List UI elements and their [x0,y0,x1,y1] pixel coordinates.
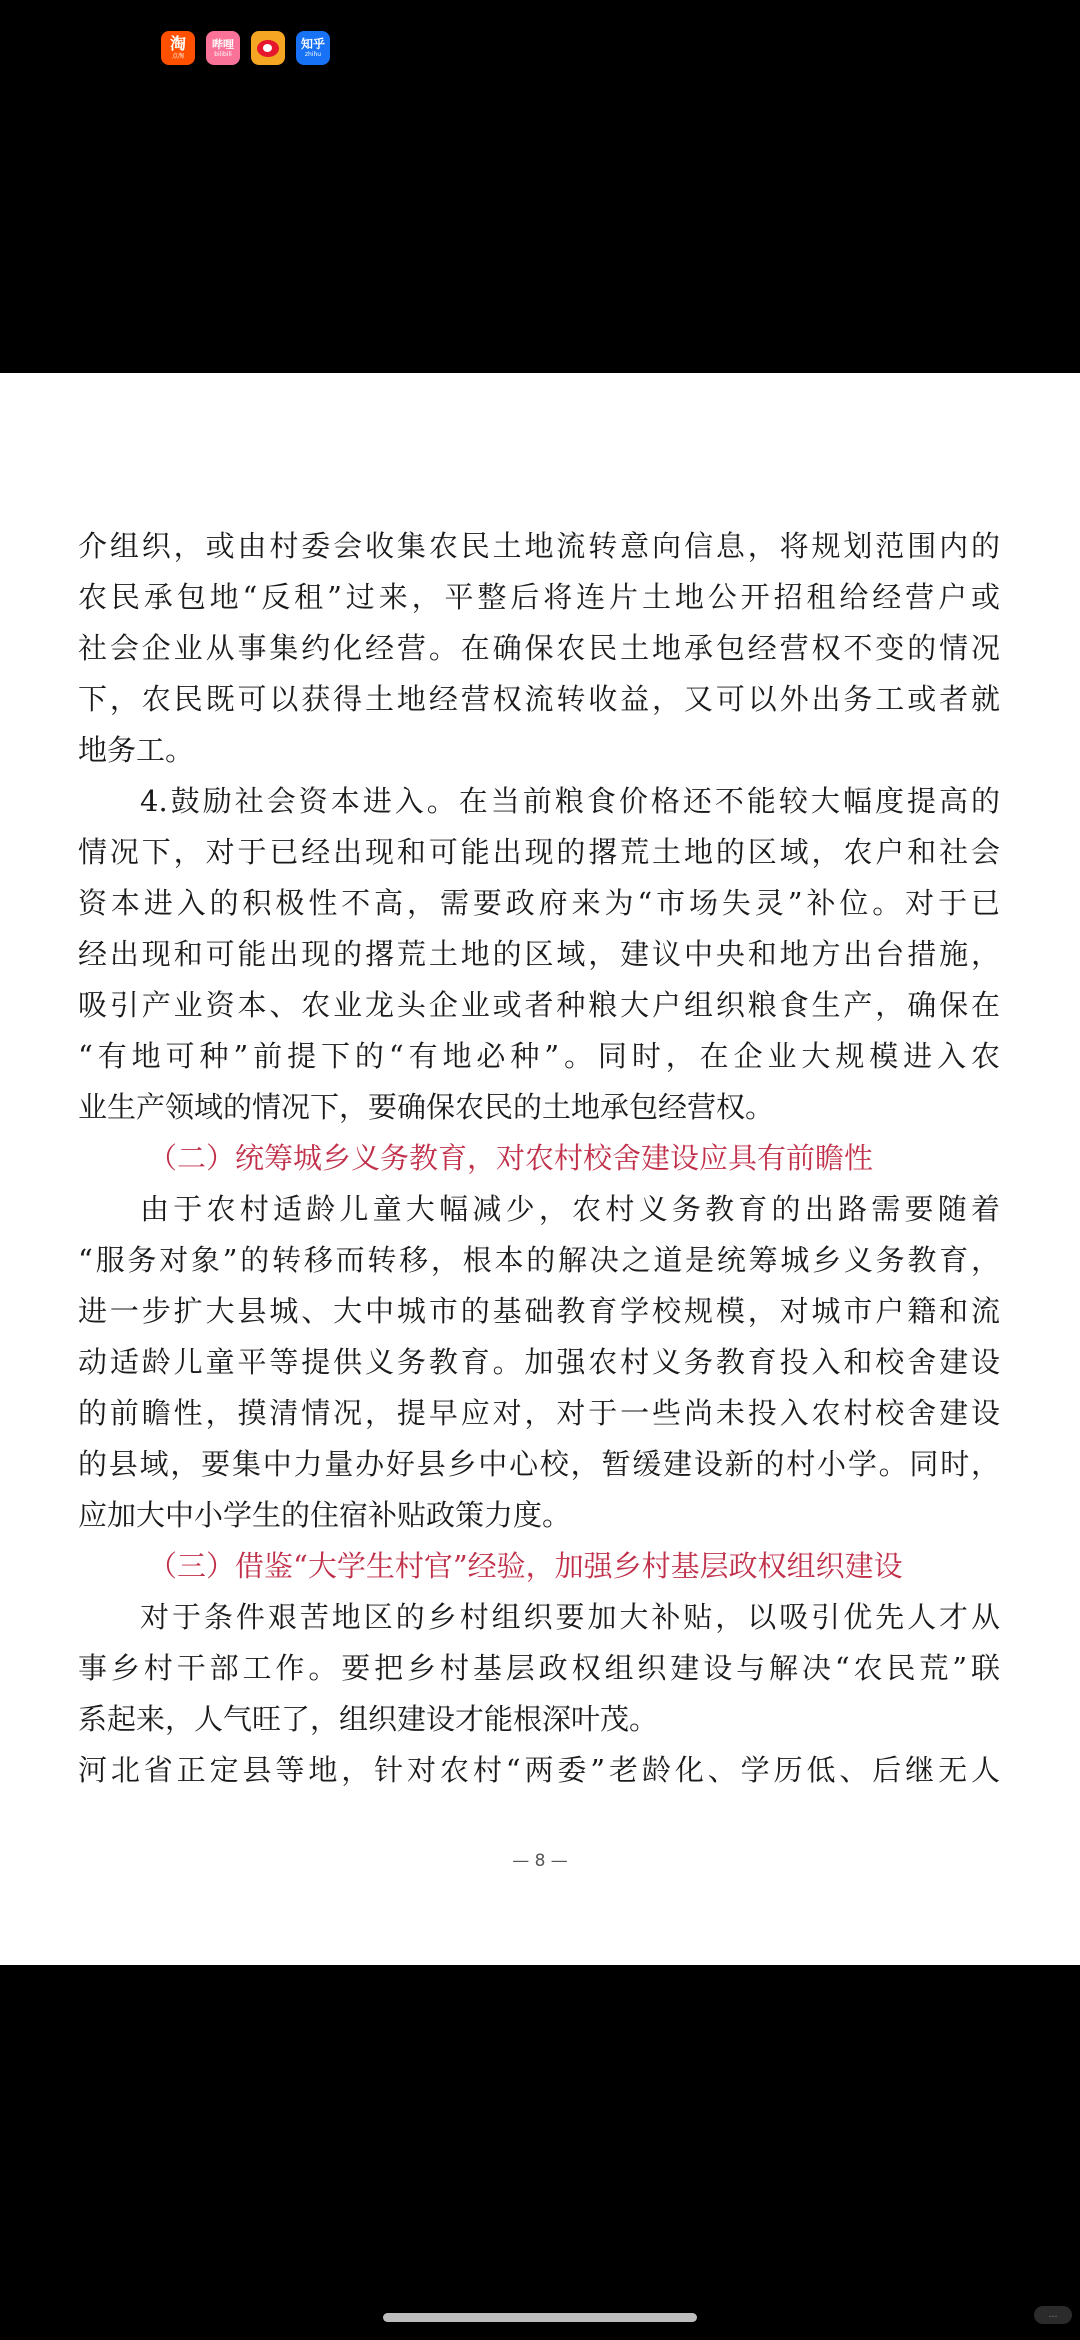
text-line: “有地可种”前提下的“有地必种”。同时，在企业大规模进入农 [78,1039,1000,1073]
bilibili-icon-caption: bilibili [214,50,232,58]
text-line: 事乡村干部工作。要把乡村基层政权组织建设与解决“农民荒”联 [78,1651,1000,1685]
text-line: 下，农民既可以获得土地经营权流转收益，又可以外出务工或者就 [78,682,1000,716]
text-line: 吸引产业资本、农业龙头企业或者种粮大户组织粮食生产，确保在 [78,988,1000,1022]
text-line: 社会企业从事集约化经营。在确保农民土地承包经营权不变的情况 [78,631,1000,665]
text-line: 业生产领域的情况下，要确保农民的土地承包经营权。 [78,1090,775,1124]
text-line: 的县域，要集中力量办好县乡中心校，暂缓建设新的村小学。同时， [78,1447,1000,1481]
text-line: 由于农村适龄儿童大幅减少，农村义务教育的出路需要随着 [140,1192,1000,1226]
weibo-eye-icon [257,40,279,57]
section-heading: （二）统筹城乡义务教育，对农村校舍建设应具有前瞻性 [148,1141,874,1175]
taobao-icon-caption: 点淘 [171,53,184,60]
text-line: 的前瞻性，摸清情况，提早应对，对于一些尚未投入农村校舍建设 [78,1396,1000,1430]
bilibili-app-icon [206,31,240,65]
home-indicator[interactable] [383,2313,697,2322]
zhihu-icon-glyph: 知乎 [300,37,325,51]
text-line: 资本进入的积极性不高，需要政府来为“市场失灵”补位。对于已 [78,886,1000,920]
document-page[interactable] [0,373,1080,1965]
text-line: 农民承包地“反租”过来，平整后将连片土地公开招租给经营户或 [78,580,1000,614]
taobao-icon-glyph: 淘 [169,34,186,53]
corner-badge: … [1034,2306,1072,2324]
text-line: 4.鼓励社会资本进入。在当前粮食价格还不能较大幅度提高的 [140,784,1000,818]
zhihu-app-icon [296,31,330,65]
text-line: 进一步扩大县城、大中城市的基础教育学校规模，对城市户籍和流 [78,1294,1000,1328]
document-body [78,521,1000,1796]
text-line: “服务对象”的转移而转移，根本的解决之道是统筹城乡义务教育， [78,1243,1000,1277]
zhihu-icon-caption: zhihu [304,51,322,58]
text-line: 介组织，或由村委会收集农民土地流转意向信息，将规划范围内的 [78,529,1000,563]
text-line: 河北省正定县等地，针对农村“两委”老龄化、学历低、后继无人 [78,1753,1000,1787]
taobao-app-icon [161,31,195,65]
text-line: 动适龄儿童平等提供义务教育。加强农村义务教育投入和校舍建设 [78,1345,1000,1379]
bilibili-icon-glyph: 哔哩 [212,37,234,51]
weibo-app-icon [251,31,285,65]
text-line: 地务工。 [78,733,195,767]
text-line: 对于条件艰苦地区的乡村组织要加大补贴，以吸引优先人才从 [140,1600,1000,1634]
page-number: — 8 — [512,1851,568,1871]
section-heading: （三）借鉴“大学生村官”经验，加强乡村基层政权组织建设 [148,1549,903,1583]
text-line: 经出现和可能出现的撂荒土地的区域，建议中央和地方出台措施， [78,937,1000,971]
text-line: 应加大中小学生的住宿补贴政策力度。 [78,1498,572,1532]
status-bar-app-icons [161,31,330,65]
text-line: 系起来，人气旺了，组织建设才能根深叶茂。 [78,1702,659,1736]
text-line: 情况下，对于已经出现和可能出现的撂荒土地的区域，农户和社会 [78,835,1000,869]
